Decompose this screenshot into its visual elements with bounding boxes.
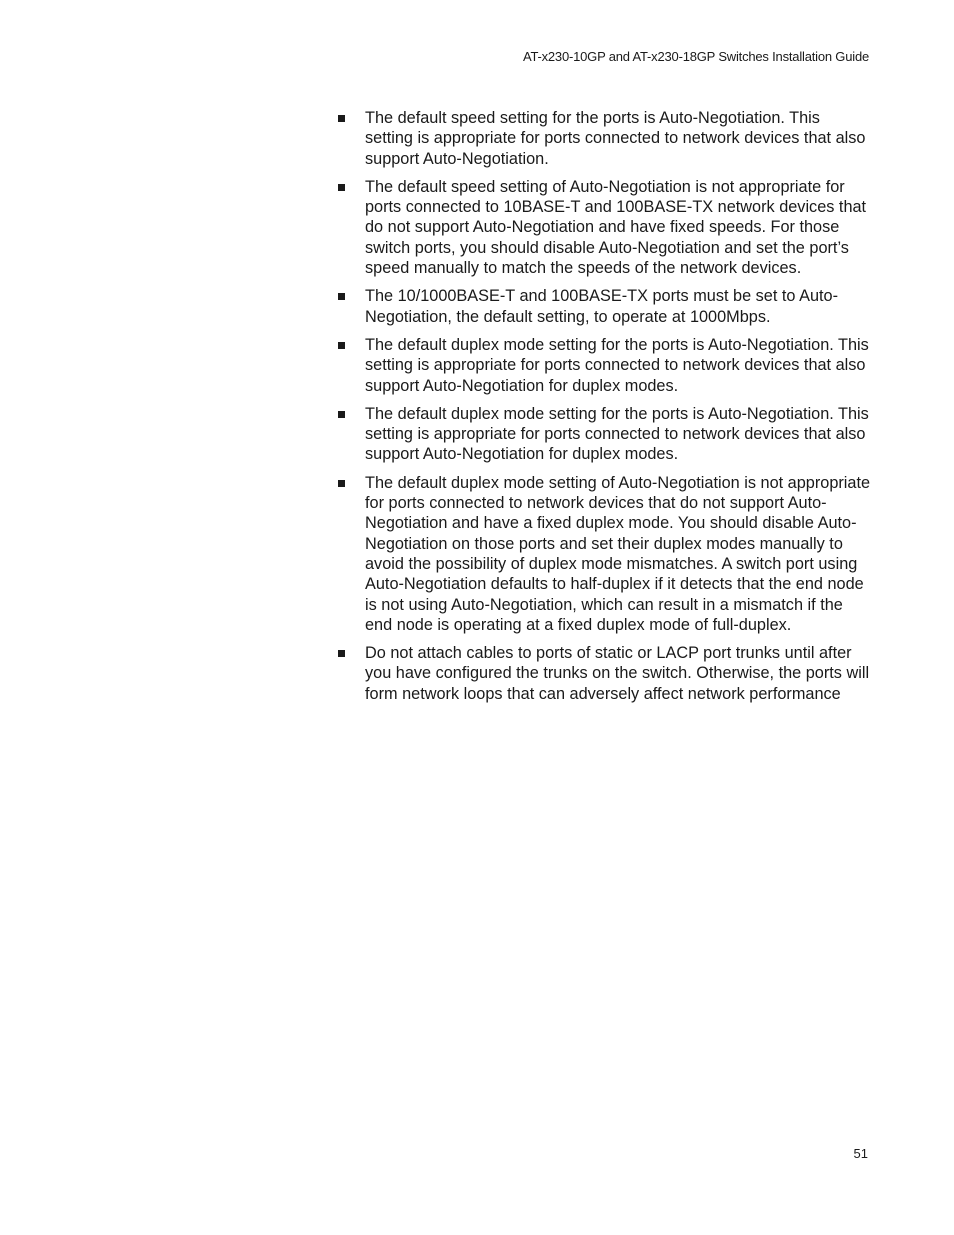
running-header: AT-x230-10GP and AT-x230-18GP Switches Installation Guide <box>522 49 869 64</box>
list-item <box>336 473 872 635</box>
bullet-text: The default duplex mode setting for the ports is Auto-Negotiation. This setting is appropriate for ports connected to network devices that also support Auto-Negotiation for duplex modes. <box>365 335 869 395</box>
page-number: 51 <box>853 1146 868 1161</box>
square-bullet-icon <box>338 411 345 418</box>
square-bullet-icon <box>338 480 345 487</box>
bullet-text: The 10/1000BASE-T and 100BASE-TX ports must be set to Auto-Negotiation, the default setting, to operate at 1000Mbps. <box>365 287 839 326</box>
bullet-list <box>336 108 872 712</box>
bullet-text: The default duplex mode setting for the ports is Auto-Negotiation. This setting is appropriate for ports connected to network devices that also support Auto-Negotiation for duplex modes. <box>365 404 869 464</box>
square-bullet-icon <box>338 342 345 349</box>
square-bullet-icon <box>338 293 345 300</box>
bullet-text: The default duplex mode setting of Auto-Negotiation is not appropriate for ports connected to network devices that do not support Auto-Negotiation and have a fixed duplex mode. You should disable Auto-Negotiation on those ports and set their duplex modes manually to avoid the possibility of duplex mode mismatches. A switch port using Auto-Negotiation defaults to half-duplex if it detects that the end node is not using Auto-Negotiation, which can result in a mismatch if the end node is operating at a fixed duplex mode of full-duplex. <box>365 473 871 634</box>
list-item <box>336 404 872 465</box>
list-item <box>336 108 872 169</box>
list-item <box>336 643 872 704</box>
square-bullet-icon <box>338 650 345 657</box>
bullet-text: Do not attach cables to ports of static or LACP port trunks until after you have configured the trunks on the switch. Otherwise, the ports will form network loops that can adversely affect network performance <box>365 644 870 703</box>
bullet-text: The default speed setting of Auto-Negotiation is not appropriate for ports connected to 10BASE-T and 100BASE-TX network devices that do not support Auto-Negotiation and have fixed speeds. For those switch ports, you should disable Auto-Negotiation and set the port’s speed manually to match the speeds of the network devices. <box>365 177 867 278</box>
square-bullet-icon <box>338 184 345 191</box>
list-item <box>336 177 872 278</box>
list-item <box>336 335 872 396</box>
list-item <box>336 286 872 327</box>
bullet-text: The default speed setting for the ports is Auto-Negotiation. This setting is appropriate for ports connected to network devices that also support Auto-Negotiation. <box>365 109 866 168</box>
square-bullet-icon <box>338 115 345 122</box>
